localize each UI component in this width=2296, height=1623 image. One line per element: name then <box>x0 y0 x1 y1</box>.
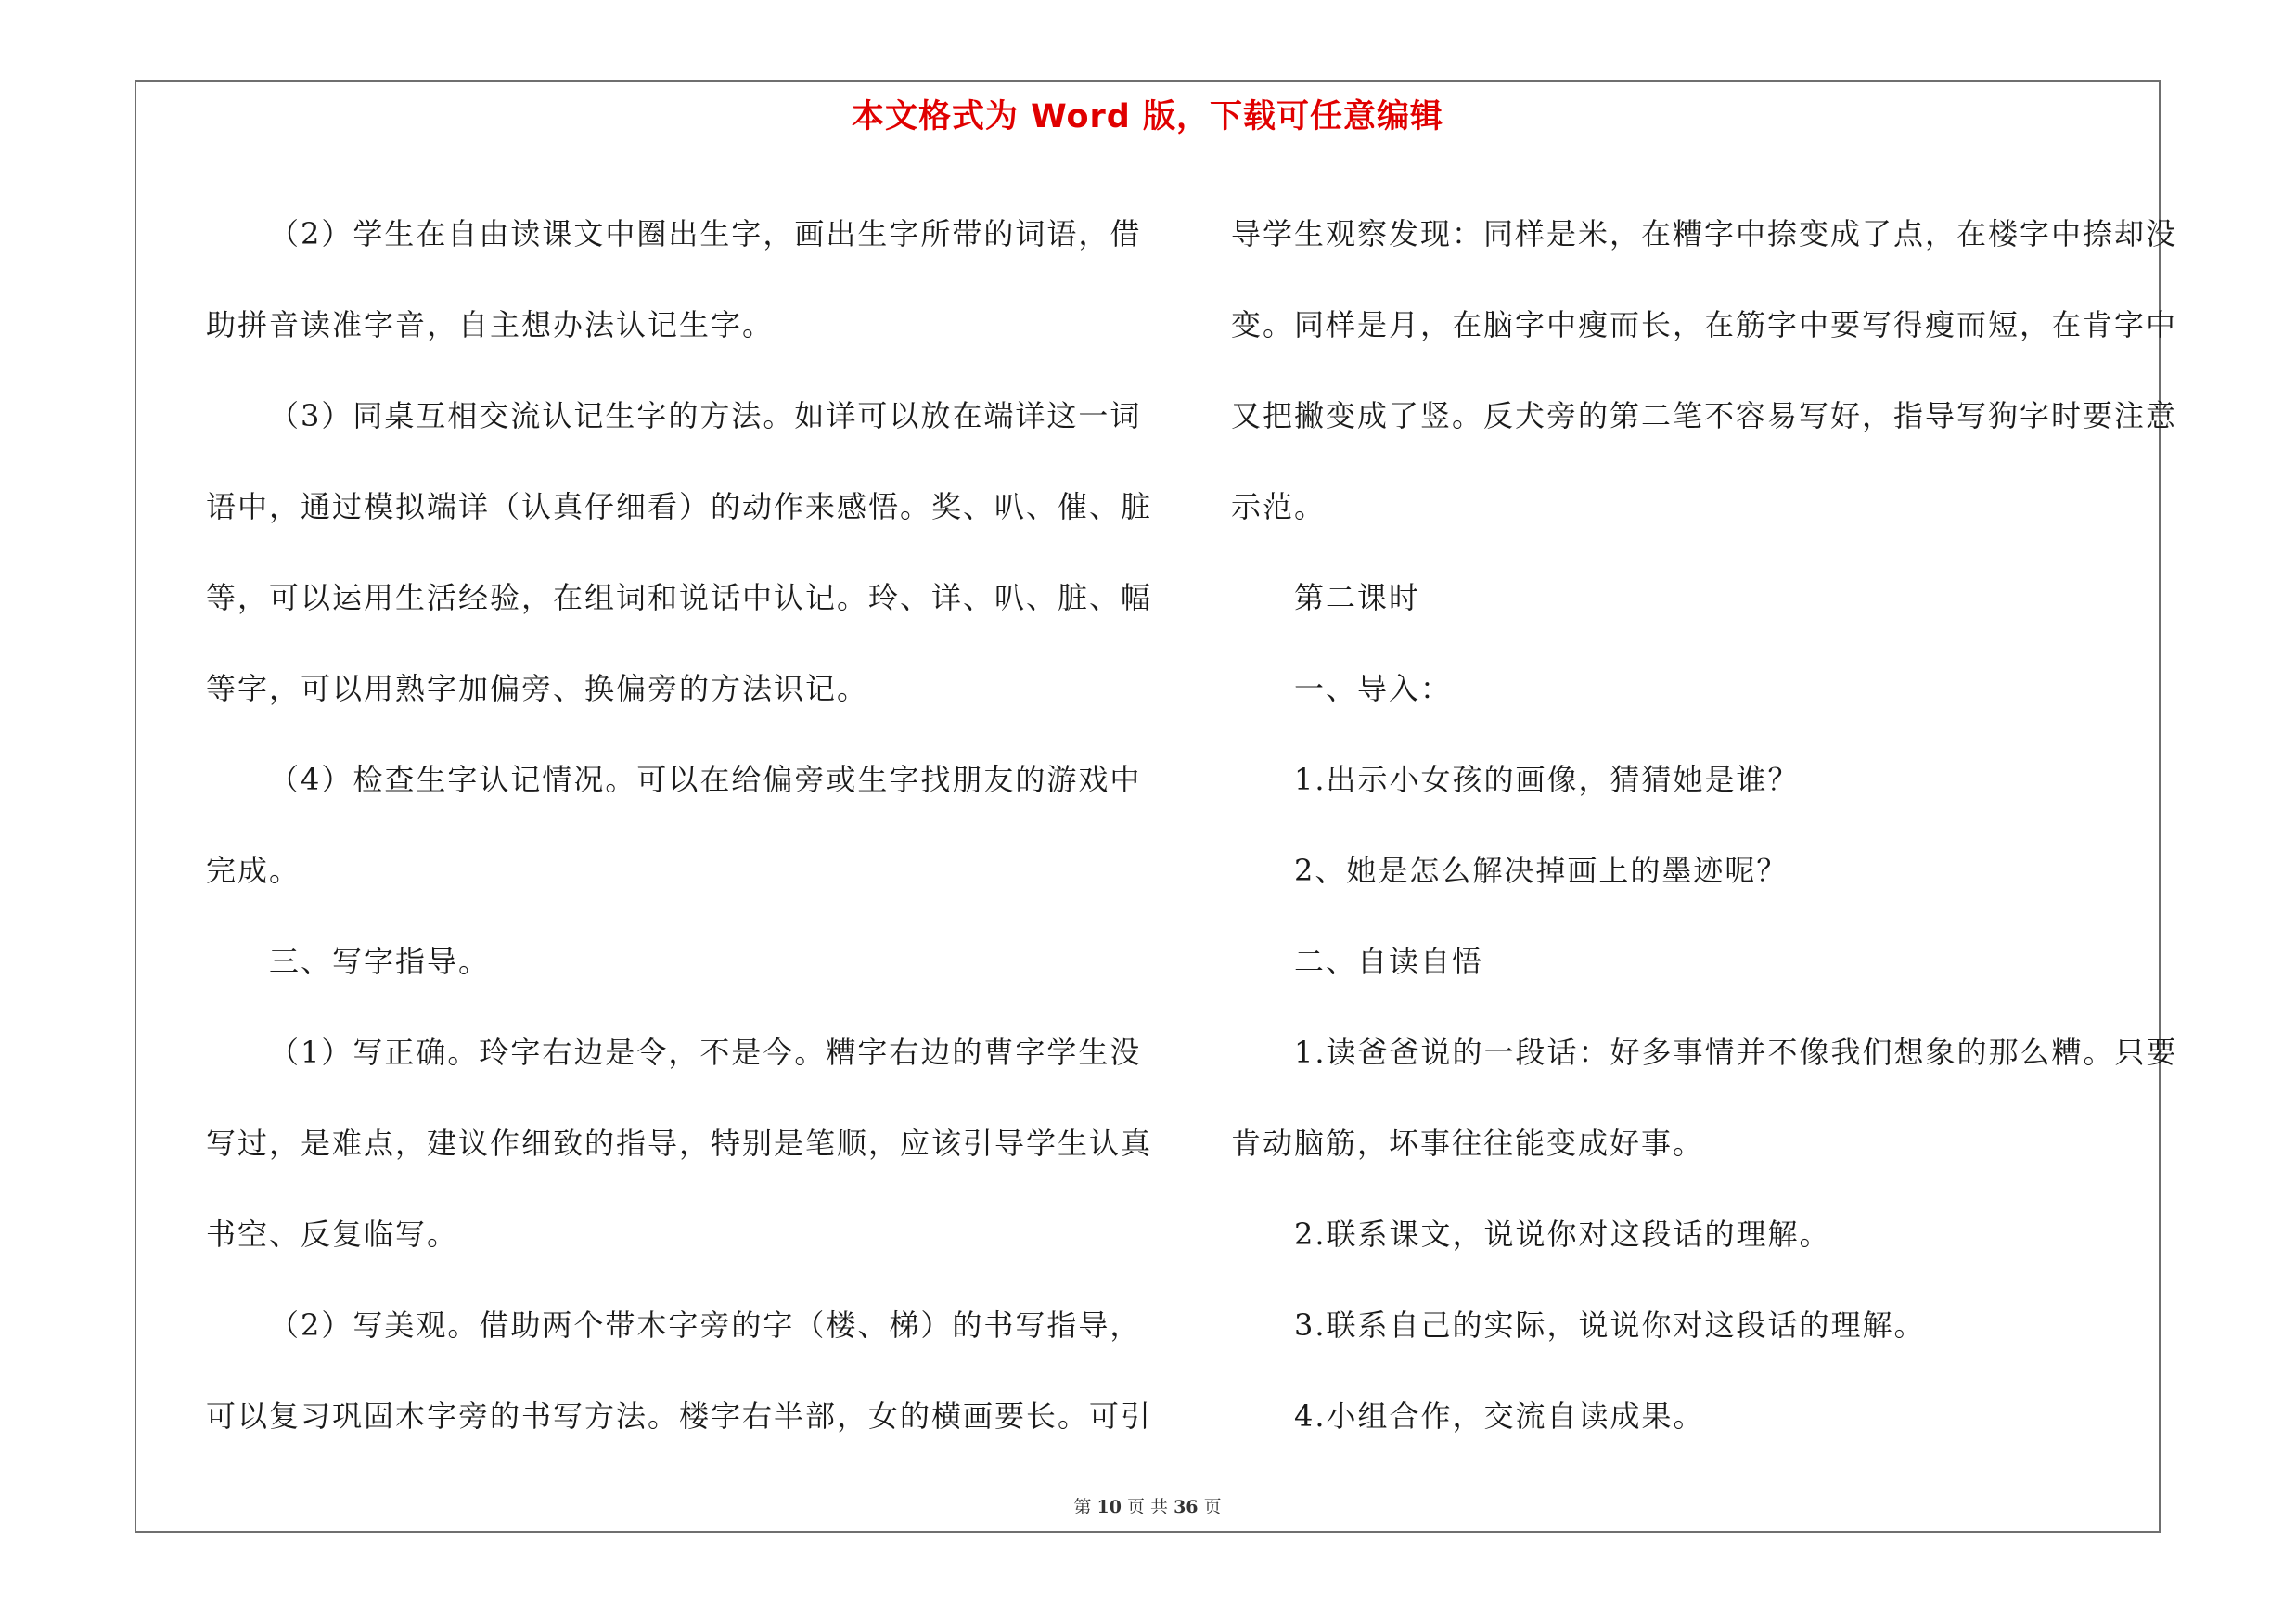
format-banner: 本文格式为 Word 版，下载可任意编辑 <box>851 98 1444 135</box>
total-page-count: 36 <box>1174 1497 1199 1517</box>
text-line: 导学生观察发现：同样是米，在糟字中捺变成了点，在楼字中捺却没 <box>1231 216 2178 251</box>
text-line: 1.出示小女孩的画像，猜猜她是谁？ <box>1294 762 1800 797</box>
text-line: 助拼音读准字音，自主想办法认记生字。 <box>206 307 775 342</box>
page-footer <box>136 1493 2159 1518</box>
page-frame <box>135 80 2178 1533</box>
text-line: 等，可以运用生活经验，在组词和说话中认记。玲、详、叭、脏、幅 <box>206 580 1153 615</box>
text-line: 2.联系课文，说说你对这段话的理解。 <box>1294 1217 1831 1252</box>
footer-middle: 页 共 <box>1126 1497 1169 1517</box>
text-line: 书空、反复临写。 <box>206 1217 459 1252</box>
text-line: 示范。 <box>1231 489 1327 524</box>
text-line: 三、写字指导。 <box>269 944 491 979</box>
text-line: （4）检查生字认记情况。可以在给偏旁或生字找朋友的游戏中 <box>269 762 1142 797</box>
text-line: 可以复习巩固木字旁的书写方法。楼字右半部，女的横画要长。可引 <box>206 1398 1153 1434</box>
text-line: 变。同样是月，在脑字中瘦而长，在筋字中要写得瘦而短，在肯字中 <box>1231 307 2178 342</box>
text-line: （2）写美观。借助两个带木字旁的字（楼、梯）的书写指导， <box>269 1307 1142 1343</box>
current-page-number: 10 <box>1097 1497 1122 1517</box>
text-line: 二、自读自悟 <box>1294 944 1484 979</box>
text-line: 又把撇变成了竖。反犬旁的第二笔不容易写好，指导写狗字时要注意 <box>1231 398 2178 433</box>
left-text-column <box>206 188 1153 1462</box>
footer-prefix: 第 <box>1073 1497 1092 1517</box>
text-line: 语中，通过模拟端详（认真仔细看）的动作来感悟。奖、叭、催、脏 <box>206 489 1153 524</box>
text-line: 完成。 <box>206 853 301 888</box>
text-line: 写过，是难点，建议作细致的指导，特别是笔顺，应该引导学生认真 <box>206 1126 1153 1161</box>
text-line: （2）学生在自由读课文中圈出生字，画出生字所带的词语，借 <box>269 216 1142 251</box>
text-line: 一、导入： <box>1294 671 1453 706</box>
text-line: （1）写正确。玲字右边是令，不是今。糟字右边的曹字学生没 <box>269 1035 1142 1070</box>
text-line: 2、她是怎么解决掉画上的墨迹呢？ <box>1294 853 1789 888</box>
text-line: 3.联系自己的实际，说说你对这段话的理解。 <box>1294 1307 1926 1343</box>
right-text-column <box>1231 188 2178 1462</box>
text-line: 肯动脑筋，坏事往往能变成好事。 <box>1231 1126 1705 1161</box>
text-line: 4.小组合作，交流自读成果。 <box>1294 1398 1705 1434</box>
text-line: （3）同桌互相交流认记生字的方法。如详可以放在端详这一词 <box>269 398 1142 433</box>
text-line: 第二课时 <box>1294 580 1421 615</box>
text-line: 1.读爸爸说的一段话：好多事情并不像我们想象的那么糟。只要 <box>1294 1035 2178 1070</box>
footer-suffix: 页 <box>1203 1497 1222 1517</box>
text-line: 等字，可以用熟字加偏旁、换偏旁的方法识记。 <box>206 671 869 706</box>
